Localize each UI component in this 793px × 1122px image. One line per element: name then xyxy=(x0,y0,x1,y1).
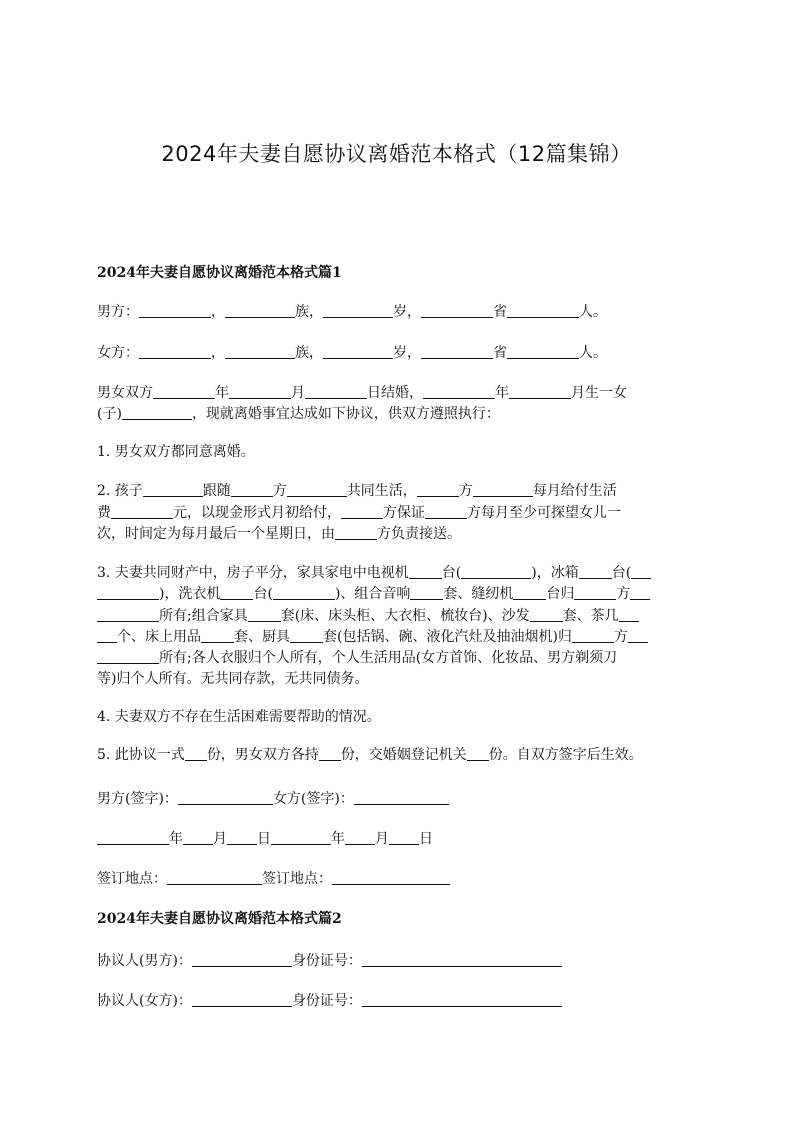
blank-field[interactable] xyxy=(227,829,257,845)
blank-field[interactable] xyxy=(97,648,159,664)
marriage-paragraph-line-1: 男女双方 年 月 日结婚， 年 月生一女 xyxy=(97,385,627,401)
blank-field[interactable] xyxy=(192,951,292,967)
section-heading-2: 2024年夫妻自愿协议离婚范本格式篇2 xyxy=(97,911,342,927)
female-info-line: 女方： ， 族， 岁， 省 人。 xyxy=(97,345,607,361)
date-line: 年 月 日 年 月 日 xyxy=(97,829,701,850)
blank-field[interactable] xyxy=(421,302,493,318)
blank-field[interactable] xyxy=(185,745,207,761)
blank-field[interactable] xyxy=(97,829,169,845)
blank-field[interactable] xyxy=(579,563,612,579)
blank-field[interactable] xyxy=(201,627,234,643)
clause-3-line-4: 个、床上用品 套、厨具 套(包括锅、碗、液化汽灶及抽油烟机)归 方 xyxy=(97,627,701,648)
clause-2-line-1: 2. 孩子 跟随 方 共同生活， 方 每月给付生活 xyxy=(97,483,617,499)
blank-field[interactable] xyxy=(231,481,273,497)
blank-field[interactable] xyxy=(619,606,639,622)
signature-line: 男方(签字)： 女方(签字)： xyxy=(97,789,701,810)
blank-field[interactable] xyxy=(225,302,295,318)
blank-field[interactable] xyxy=(410,584,443,600)
male-signature-field[interactable] xyxy=(178,789,273,805)
party-male-line: 协议人(男方)： 身份证号： xyxy=(97,951,701,972)
blank-field[interactable] xyxy=(167,869,262,885)
blank-field[interactable] xyxy=(335,524,377,540)
clause-3-line-3: 所有;组合家具 套(床、床头柜、大衣柜、梳妆台)、沙发 套、茶几 xyxy=(97,606,701,627)
blank-field[interactable] xyxy=(220,584,253,600)
blank-field[interactable] xyxy=(273,584,335,600)
section-heading-1: 2024年夫妻自愿协议离婚范本格式篇1 xyxy=(97,265,342,281)
blank-field[interactable] xyxy=(473,481,533,497)
blank-field[interactable] xyxy=(97,627,117,643)
blank-field[interactable] xyxy=(111,503,173,519)
blank-field[interactable] xyxy=(271,829,331,845)
male-info-line: 男方： ， 族， 岁， 省 人。 xyxy=(97,304,607,320)
blank-field[interactable] xyxy=(341,503,383,519)
blank-field[interactable] xyxy=(248,606,281,622)
blank-field[interactable] xyxy=(332,869,450,885)
blank-field[interactable] xyxy=(323,343,393,359)
blank-field[interactable] xyxy=(122,404,192,420)
blank-field[interactable] xyxy=(143,481,203,497)
blank-field[interactable] xyxy=(139,302,211,318)
place-line: 签订地点： 签订地点： xyxy=(97,869,701,890)
marriage-paragraph-line-2: (子) ，现就离婚事宜达成如下协议，供双方遵照执行： xyxy=(97,406,500,422)
blank-field[interactable] xyxy=(631,563,651,579)
blank-field[interactable] xyxy=(229,383,291,399)
blank-field[interactable] xyxy=(139,343,211,359)
blank-field[interactable] xyxy=(530,606,563,622)
blank-field[interactable] xyxy=(574,584,616,600)
blank-field[interactable] xyxy=(305,383,367,399)
blank-field[interactable] xyxy=(287,481,347,497)
blank-field[interactable] xyxy=(421,343,493,359)
clause-4: 4. 夫妻双方不存在生活困难需要帮助的情况。 xyxy=(97,709,381,725)
blank-field[interactable] xyxy=(513,584,546,600)
blank-field[interactable] xyxy=(509,383,571,399)
blank-field[interactable] xyxy=(507,343,579,359)
clause-3-line-6: 等)归个人所有。无共同存款，无共同债务。 xyxy=(97,671,369,687)
blank-field[interactable] xyxy=(423,383,495,399)
clause-2-line-2: 费 元，以现金形式月初给付， 方保证 方每月至少可探望女儿一 xyxy=(97,505,621,521)
blank-field[interactable] xyxy=(467,745,489,761)
blank-field[interactable] xyxy=(409,563,442,579)
clause-3-line-2: )，洗衣机 台( )、组合音响 套、缝纫机 台归 方 xyxy=(97,584,701,605)
blank-field[interactable] xyxy=(97,606,159,622)
clause-2-line-3: 次，时间定为每月最后一个星期日，由 方负责接送。 xyxy=(97,526,461,542)
male-label: 男方： xyxy=(97,304,139,320)
id-number-field[interactable] xyxy=(362,951,562,967)
blank-field[interactable] xyxy=(417,481,459,497)
id-number-field[interactable] xyxy=(362,991,562,1007)
blank-field[interactable] xyxy=(319,745,341,761)
female-signature-field[interactable] xyxy=(354,789,449,805)
blank-field[interactable] xyxy=(323,302,393,318)
clause-3-line-1: 3. 夫妻共同财产中，房子平分，家具家电中电视机 台( )，冰箱 台( xyxy=(97,563,701,584)
blank-field[interactable] xyxy=(290,627,323,643)
blank-field[interactable] xyxy=(225,343,295,359)
blank-field[interactable] xyxy=(97,584,159,600)
blank-field[interactable] xyxy=(628,627,648,643)
blank-field[interactable] xyxy=(345,829,375,845)
document-title: 2024年夫妻自愿协议离婚范本格式（12篇集锦） xyxy=(161,142,632,166)
clause-5: 5. 此协议一式 份，男女双方各持 份，交婚姻登记机关 份。自双方签字后生效。 xyxy=(97,747,643,763)
clause-3-line-5: 所有;各人衣服归个人所有，个人生活用品(女方首饰、化妆品、男方剃须刀 xyxy=(97,648,701,669)
blank-field[interactable] xyxy=(507,302,579,318)
blank-field[interactable] xyxy=(183,829,213,845)
blank-field[interactable] xyxy=(389,829,419,845)
blank-field[interactable] xyxy=(192,991,292,1007)
blank-field[interactable] xyxy=(461,563,531,579)
clause-1: 1. 男女双方都同意离婚。 xyxy=(97,444,255,460)
blank-field[interactable] xyxy=(572,627,614,643)
female-label: 女方： xyxy=(97,345,139,361)
blank-field[interactable] xyxy=(630,584,650,600)
blank-field[interactable] xyxy=(153,383,215,399)
party-female-line: 协议人(女方)： 身份证号： xyxy=(97,991,701,1012)
blank-field[interactable] xyxy=(425,503,467,519)
